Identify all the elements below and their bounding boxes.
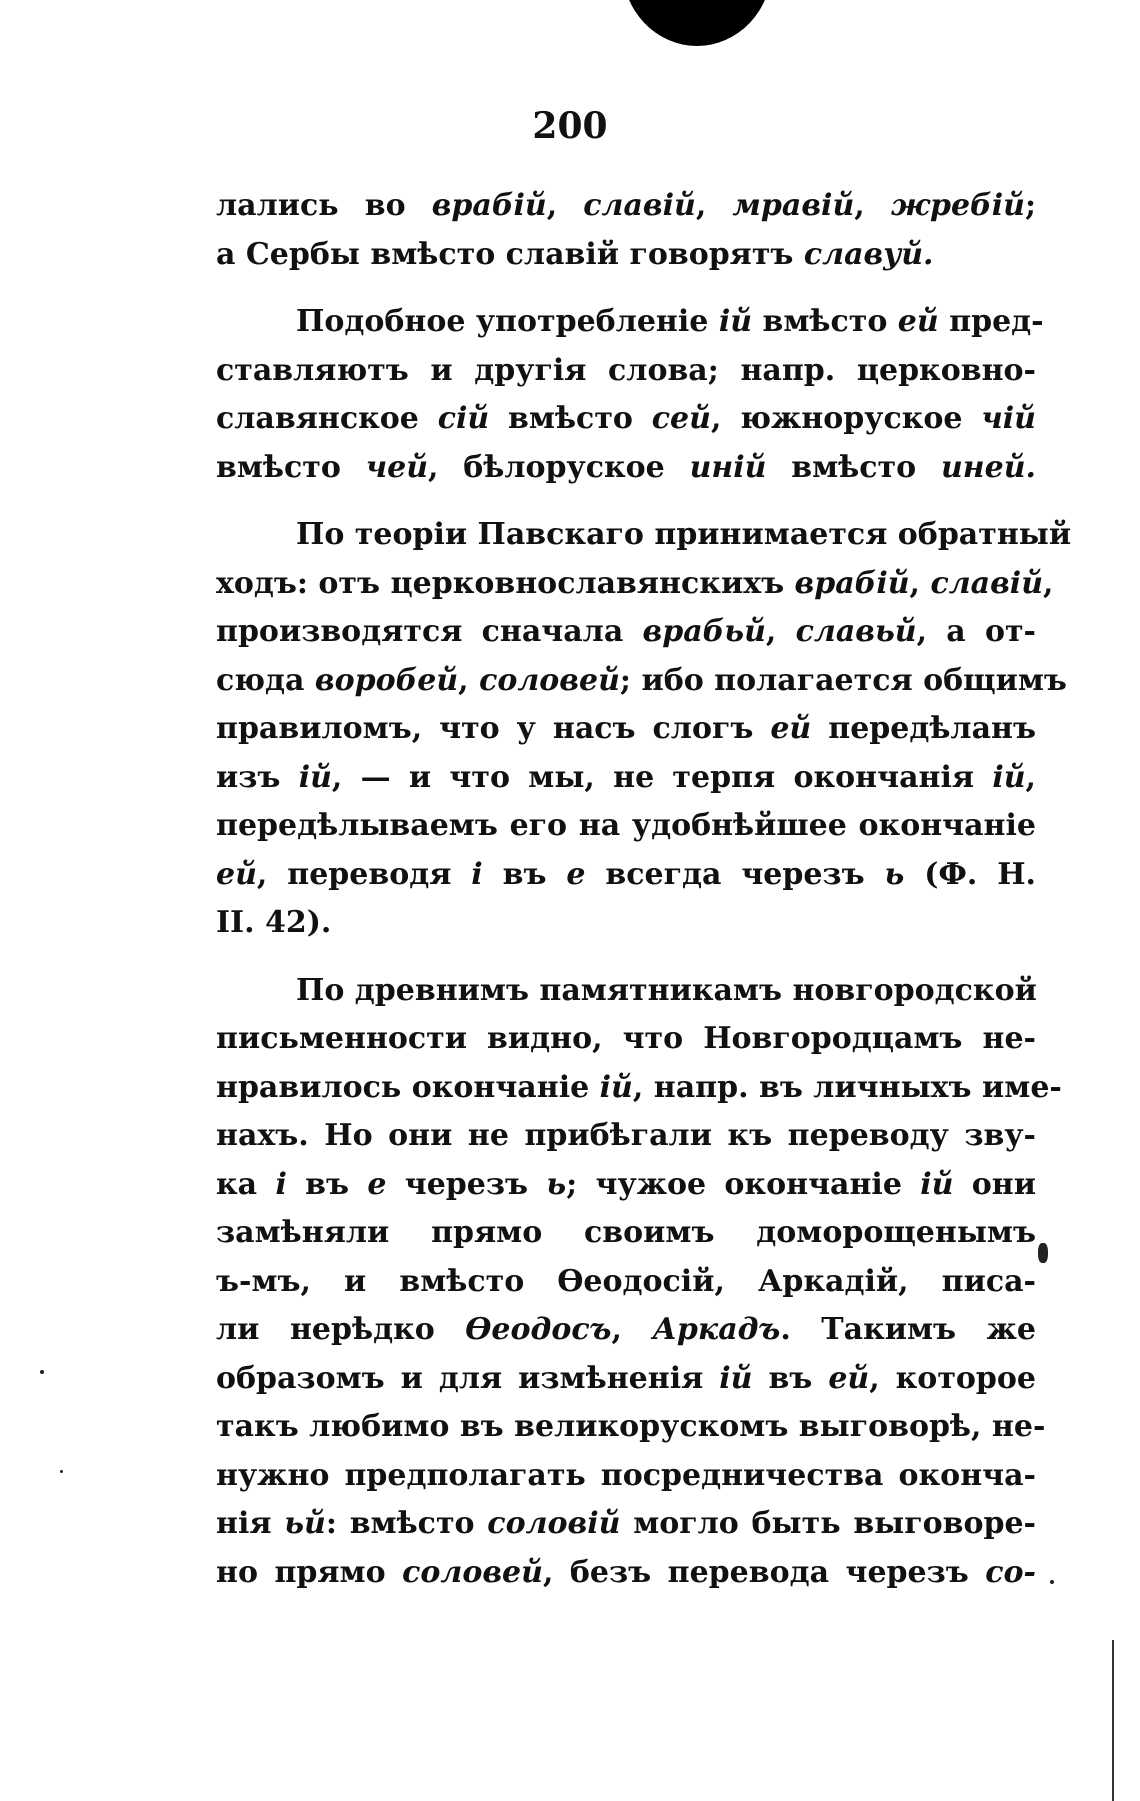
- scan-speck: [60, 1470, 63, 1473]
- text-line: ходъ: отъ церковнославянскихъ врабій, славій,: [216, 565, 1054, 601]
- text-line: Подобное употребленіе ій вмѣсто ей пред-: [296, 304, 1044, 339]
- text-line: ставляютъ и другія слова; напр. церковно-: [216, 352, 1036, 388]
- text-line: передѣлываемъ его на удобнѣйшее окончаніе: [216, 808, 1036, 843]
- text-line: славянское сій вмѣсто сей, южноруское чій: [216, 401, 1036, 436]
- text-line: нія ьй: вмѣсто соловій могло быть выговоре-: [216, 1506, 1036, 1541]
- page-edge-line: [1112, 1640, 1114, 1801]
- scan-speck: [1050, 1580, 1054, 1584]
- scan-speck: [40, 1370, 44, 1374]
- text-line: вмѣсто чей, бѣлоруское иній вмѣсто иней.: [216, 449, 1036, 485]
- text-line: замѣняли прямо своимъ доморощенымъ: [216, 1215, 1036, 1250]
- text-line: правиломъ, что у насъ слогъ ей передѣланъ: [216, 711, 1036, 746]
- scan-speck: [1038, 1243, 1048, 1263]
- text-line: ли нерѣдко Ѳеодосъ, Аркадъ. Такимъ же: [216, 1312, 1036, 1347]
- text-line: II. 42).: [216, 905, 332, 940]
- body-text: [216, 182, 1072, 1597]
- text-line: ей, переводя і въ е всегда черезъ ь (Ф. Н.: [216, 856, 1037, 892]
- text-line: письменности видно, что Новгородцамъ не-: [216, 1021, 1036, 1056]
- text-line: изъ ій, — и что мы, не терпя окончанія ій,: [216, 759, 1036, 795]
- text-line: нравилось окончаніе ій, напр. въ личныхъ име-: [216, 1069, 1062, 1105]
- text-line: такъ любимо въ великорускомъ выговорѣ, не-: [216, 1409, 1046, 1444]
- paragraph-gap: [216, 948, 1036, 967]
- text-line: ка і въ е черезъ ь; чужое окончаніе ій они: [216, 1166, 1036, 1202]
- paragraph-gap: [216, 279, 1036, 298]
- text-line: По теоріи Павскаго принимается обратный: [296, 517, 1072, 552]
- text-line: ъ-мъ, и вмѣсто Ѳеодосій, Аркадій, писа-: [216, 1263, 1036, 1299]
- page-number: 200: [532, 105, 608, 147]
- text-line: образомъ и для измѣненія ій въ ей, которое: [216, 1360, 1036, 1396]
- text-line: сюда воробей, соловей; ибо полагается общимъ: [216, 662, 1067, 698]
- text-line: нахъ. Но они не прибѣгали къ переводу зву-: [216, 1118, 1036, 1153]
- text-line: а Сербы вмѣсто славій говорятъ славуй.: [216, 236, 934, 272]
- text-line: производятся сначала врабьй, славьй, а от-: [216, 614, 1036, 649]
- text-line: нужно предполагать посредничества оконча-: [216, 1457, 1036, 1493]
- ink-blot: [622, 0, 772, 46]
- text-line: но прямо соловей, безъ перевода черезъ со-: [216, 1554, 1036, 1590]
- text-line: лались во врабій, славій, мравій, жребій;: [216, 188, 1037, 223]
- text-line: По древнимъ памятникамъ новгородской: [296, 972, 1037, 1008]
- paragraph-gap: [216, 492, 1036, 511]
